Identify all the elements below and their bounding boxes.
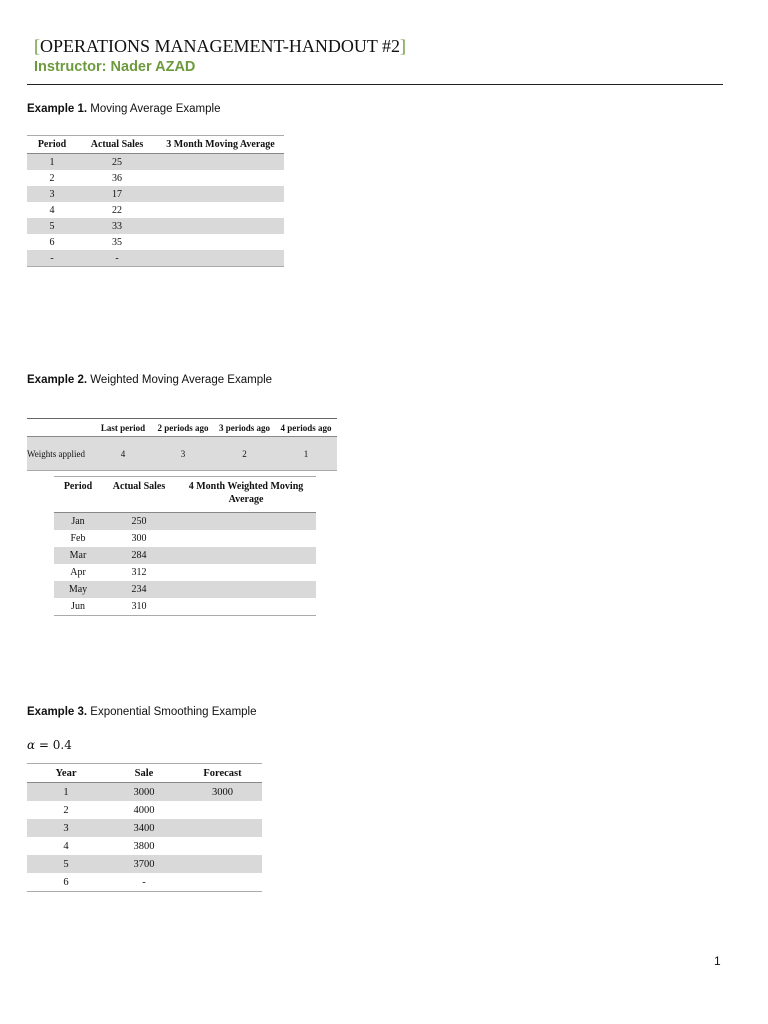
table-cell: 2: [214, 437, 275, 471]
table-cell: [176, 547, 316, 564]
column-header: Last period: [100, 422, 146, 433]
table-cell: 1: [27, 783, 105, 802]
example3-heading: [27, 706, 257, 718]
table-cell: 2: [49, 172, 55, 184]
table-row: [27, 873, 262, 892]
page-number: 1: [714, 954, 721, 968]
table-cell: 3: [27, 819, 105, 837]
table-cell: 4: [94, 437, 152, 471]
column-header: Actual Sales: [102, 477, 176, 513]
table-cell: 1: [275, 437, 337, 471]
table-cell: [176, 513, 316, 531]
table-cell: 3800: [133, 840, 155, 852]
example2-heading: [27, 374, 272, 386]
table-row: [54, 513, 316, 531]
table-cell: [157, 154, 284, 171]
moving-average-table: [27, 135, 284, 267]
table-cell: 250: [102, 513, 176, 531]
table-cell: [176, 581, 316, 598]
table-cell: Mar: [54, 547, 102, 564]
table-cell: 310: [131, 601, 147, 612]
table-row: [27, 234, 284, 250]
title-text: OPERATIONS MANAGEMENT-HANDOUT #2: [40, 36, 401, 56]
table-row: [27, 250, 284, 267]
alpha-symbol: α: [27, 738, 36, 752]
column-header: Actual Sales: [77, 136, 157, 154]
table-cell: 36: [112, 172, 122, 184]
table-cell: [157, 202, 284, 218]
example2-label: Example 2.: [27, 374, 88, 386]
table-cell: 35: [112, 236, 122, 248]
alpha-value: = 0.4: [35, 738, 72, 752]
table-row: [54, 547, 316, 564]
title-bracket-close: ]: [400, 36, 407, 56]
table-cell: [157, 218, 284, 234]
table-cell: Jun: [71, 601, 85, 612]
column-header: Forecast: [183, 764, 262, 783]
table-cell: 3400: [105, 819, 183, 837]
weighted-moving-average-table: [54, 476, 316, 616]
table-cell: 234: [102, 581, 176, 598]
table-cell: 1: [27, 154, 77, 171]
table-cell: [183, 837, 262, 855]
table-cell: 5: [27, 218, 77, 234]
table-row: [27, 154, 284, 171]
table-cell: -: [77, 250, 157, 267]
column-header: Period: [27, 136, 77, 154]
table-cell: -: [27, 250, 77, 267]
example2-title: Weighted Moving Average Example: [87, 374, 273, 386]
table-row: [27, 170, 284, 186]
table-row: [27, 186, 284, 202]
table-cell: Weights applied: [27, 437, 94, 471]
table-row: [27, 855, 262, 873]
table-cell: 25: [77, 154, 157, 171]
column-header: Sale: [105, 764, 183, 783]
table-row: [27, 218, 284, 234]
table-cell: [157, 250, 284, 267]
example1-label: Example 1.: [27, 103, 88, 115]
alpha-equation: [27, 738, 72, 752]
title-bracket-open: [: [34, 36, 40, 56]
table-cell: 4000: [133, 804, 155, 816]
table-cell: 3: [27, 186, 77, 202]
table-cell: 2: [63, 804, 69, 816]
table-row: [54, 564, 316, 581]
table-cell: 33: [77, 218, 157, 234]
table-cell: 6: [49, 236, 55, 248]
column-header: Year: [27, 764, 105, 783]
table-cell: Apr: [70, 567, 86, 578]
table-cell: 4: [49, 204, 55, 216]
column-header: 3 Month Moving Average: [157, 136, 284, 154]
column-header: Period: [54, 477, 102, 513]
column-header: 3 periods ago: [218, 422, 270, 433]
table-cell: 4: [63, 840, 69, 852]
table-cell: 3000: [105, 783, 183, 802]
table-cell: [157, 170, 284, 186]
table-cell: [183, 801, 262, 819]
table-row: [27, 801, 262, 819]
table-cell: 3: [152, 437, 214, 471]
table-cell: 284: [102, 547, 176, 564]
table-row: [27, 819, 262, 837]
table-cell: [183, 873, 262, 892]
table-cell: Feb: [70, 533, 86, 544]
table-cell: [183, 819, 262, 837]
table-cell: [157, 234, 284, 250]
table-row: [27, 202, 284, 218]
table-cell: 300: [131, 533, 147, 544]
column-header: [27, 419, 94, 437]
table-cell: 312: [131, 567, 147, 578]
document-title: [34, 36, 406, 57]
table-row: [54, 598, 316, 616]
table-cell: 6: [63, 876, 69, 888]
table-cell: May: [54, 581, 102, 598]
table-row: [27, 783, 262, 802]
column-header: 4 periods ago: [280, 422, 332, 433]
table-cell: 5: [27, 855, 105, 873]
example3-title: Exponential Smoothing Example: [87, 706, 257, 718]
table-cell: 3000: [183, 783, 262, 802]
table-cell: -: [142, 876, 146, 888]
weights-table: [27, 418, 337, 471]
column-header: 2 periods ago: [157, 422, 209, 433]
table-cell: [176, 530, 316, 547]
exponential-smoothing-table: [27, 763, 262, 892]
table-row: [27, 837, 262, 855]
table-cell: [183, 855, 262, 873]
table-cell: Jan: [54, 513, 102, 531]
table-cell: 22: [112, 204, 122, 216]
table-cell: [176, 564, 316, 581]
table-row: [54, 530, 316, 547]
table-row: [54, 581, 316, 598]
header-divider: [27, 84, 723, 85]
example3-label: Example 3.: [27, 706, 88, 718]
table-cell: 3700: [105, 855, 183, 873]
table-row: [27, 437, 337, 471]
example1-title: Moving Average Example: [87, 103, 221, 115]
table-cell: [157, 186, 284, 202]
example1-heading: [27, 103, 220, 115]
table-cell: 17: [77, 186, 157, 202]
column-header: 4 Month Weighted Moving Average: [176, 477, 316, 513]
instructor-line: Instructor: Nader AZAD: [34, 59, 196, 75]
table-cell: [176, 598, 316, 616]
